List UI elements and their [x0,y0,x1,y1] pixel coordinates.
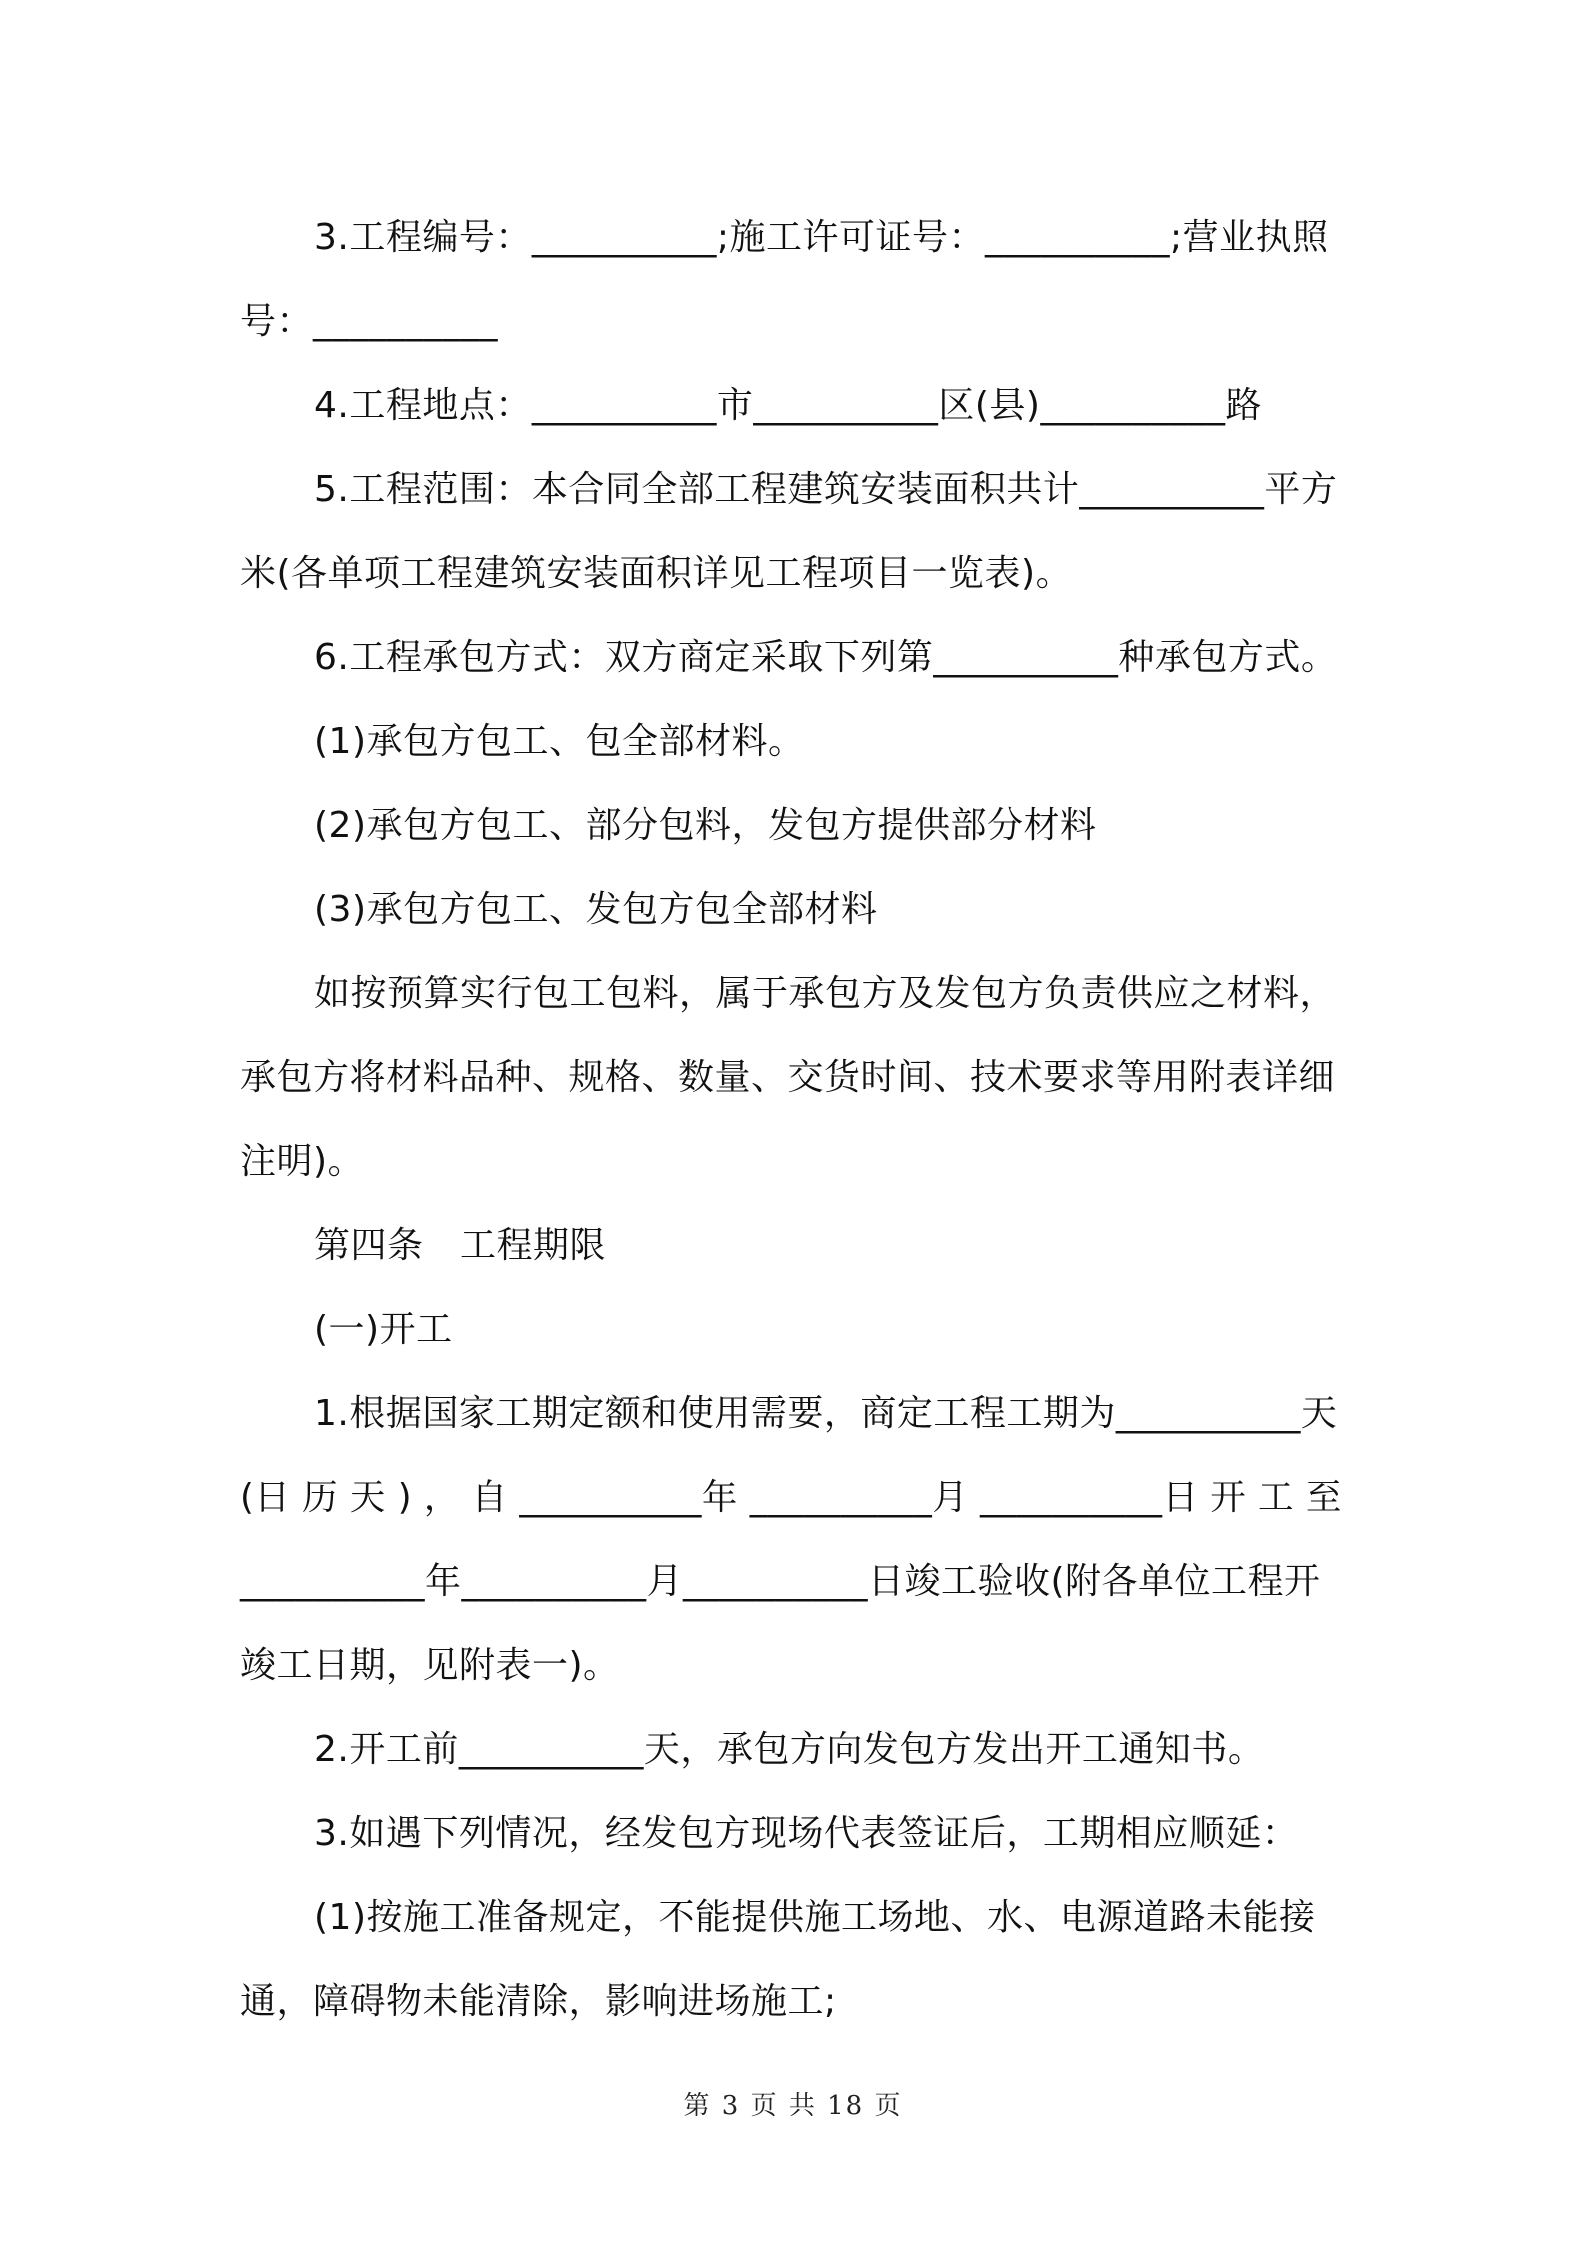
text-line: (3)承包方包工、发包方包全部材料 [314,889,878,930]
text-line: 号：__________ [240,301,499,342]
text-line: __________年__________月__________日竣工验收(附各单位工程开 [240,1561,1321,1602]
section-heading: 第四条 工程期限 [314,1225,607,1266]
document-body [240,196,1352,2044]
subsection-heading: (一)开工 [314,1309,453,1350]
text-line: 1.根据国家工期定额和使用需要，商定工程工期为__________天 [314,1393,1338,1434]
text-line: 米(各单项工程建筑安装面积详见工程项目一览表)。 [240,553,1073,594]
text-line: 竣工日期，见附表一)。 [240,1645,620,1686]
text-line: (日 历 天 ) ， 自 __________年 __________月 __________日 开 工 至 [240,1477,1342,1518]
text-line: 5.工程范围：本合同全部工程建筑安装面积共计__________平方 [314,469,1338,510]
text-line: 2.开工前__________天，承包方向发包方发出开工通知书。 [314,1729,1265,1770]
text-line: 3.工程编号：__________;施工许可证号：__________;营业执照 [314,217,1329,258]
text-line: (2)承包方包工、部分包料，发包方提供部分材料 [314,805,1097,846]
text-line: (1)承包方包工、包全部材料。 [314,721,805,762]
text-line: 承包方将材料品种、规格、数量、交货时间、技术要求等用附表详细 [240,1057,1336,1098]
text-line: 3.如遇下列情况，经发包方现场代表签证后，工期相应顺延： [314,1813,1299,1854]
page-number-footer: 第 3 页 共 18 页 [683,2091,903,2121]
text-line: 注明)。 [240,1141,365,1182]
text-line: 如按预算实行包工包料，属于承包方及发包方负责供应之材料， [314,973,1337,1014]
text-line: 4.工程地点：__________市__________区(县)__________路 [314,385,1262,426]
text-line: 6.工程承包方式：双方商定采取下列第__________种承包方式。 [314,637,1338,678]
text-line: 通，障碍物未能清除，影响进场施工; [240,1981,837,2022]
text-line: (1)按施工准备规定，不能提供施工场地、水、电源道路未能接 [314,1897,1316,1938]
